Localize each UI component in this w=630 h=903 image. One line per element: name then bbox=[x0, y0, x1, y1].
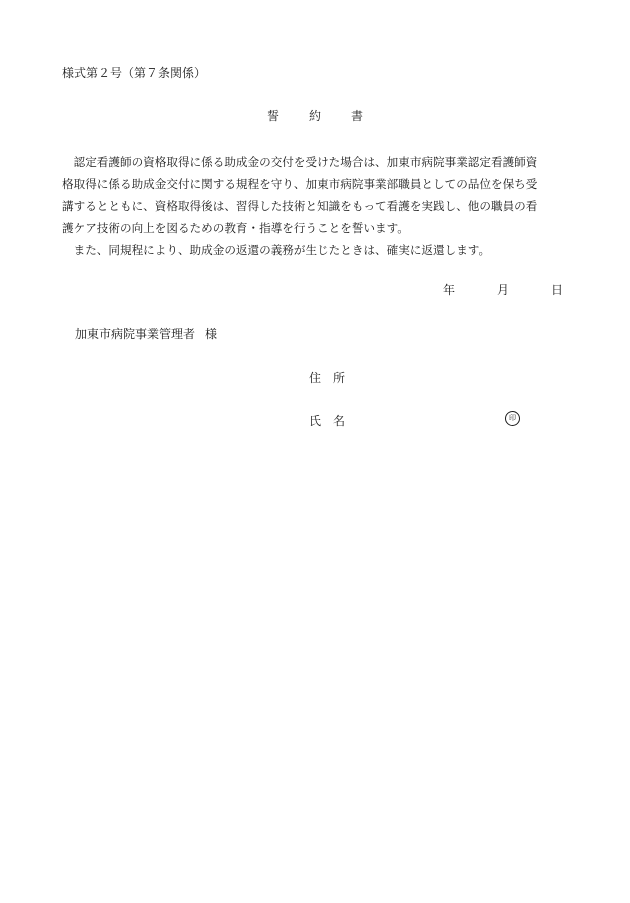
pledge-body bbox=[62, 151, 570, 261]
title-char-3: 書 bbox=[351, 109, 364, 123]
addressee bbox=[75, 325, 217, 342]
body-line-3: 講するとともに、資格取得後は、習得した技術と知識をもって看護を実践し、他の職員の看 bbox=[62, 199, 538, 213]
body-line-1: 認定看護師の資格取得に係る助成金の交付を受けた場合は、加東市病院事業認定看護師資 bbox=[62, 155, 538, 169]
body-line-5: また、同規程により、助成金の返還の義務が生じたときは、確実に返還します。 bbox=[62, 243, 491, 257]
date-year-label: 年 bbox=[443, 283, 456, 297]
title-char-2: 約 bbox=[308, 109, 321, 123]
date-day-label: 日 bbox=[551, 283, 564, 297]
address-label-char-2: 所 bbox=[333, 371, 346, 385]
addressee-name: 加東市病院事業管理者 bbox=[75, 327, 196, 341]
name-field-label bbox=[309, 412, 345, 429]
document-title bbox=[0, 107, 630, 124]
date-month-label: 月 bbox=[497, 283, 510, 297]
name-label-char-2: 名 bbox=[333, 414, 346, 428]
form-number: 様式第２号（第７条関係） bbox=[62, 66, 207, 80]
address-field-label bbox=[309, 369, 345, 386]
body-line-4: 護ケア技術の向上を図るための教育・指導を行うことを誓います。 bbox=[62, 221, 409, 235]
seal-icon: 印 bbox=[505, 411, 520, 426]
body-line-2: 格取得に係る助成金交付に関する規程を守り、加東市病院事業部職員としての品位を保ち受 bbox=[62, 177, 538, 191]
date-line bbox=[443, 281, 563, 298]
address-label-char-1: 住 bbox=[309, 371, 322, 385]
addressee-honorific: 様 bbox=[205, 327, 218, 341]
name-label-char-1: 氏 bbox=[309, 414, 322, 428]
title-char-1: 誓 bbox=[266, 109, 279, 123]
